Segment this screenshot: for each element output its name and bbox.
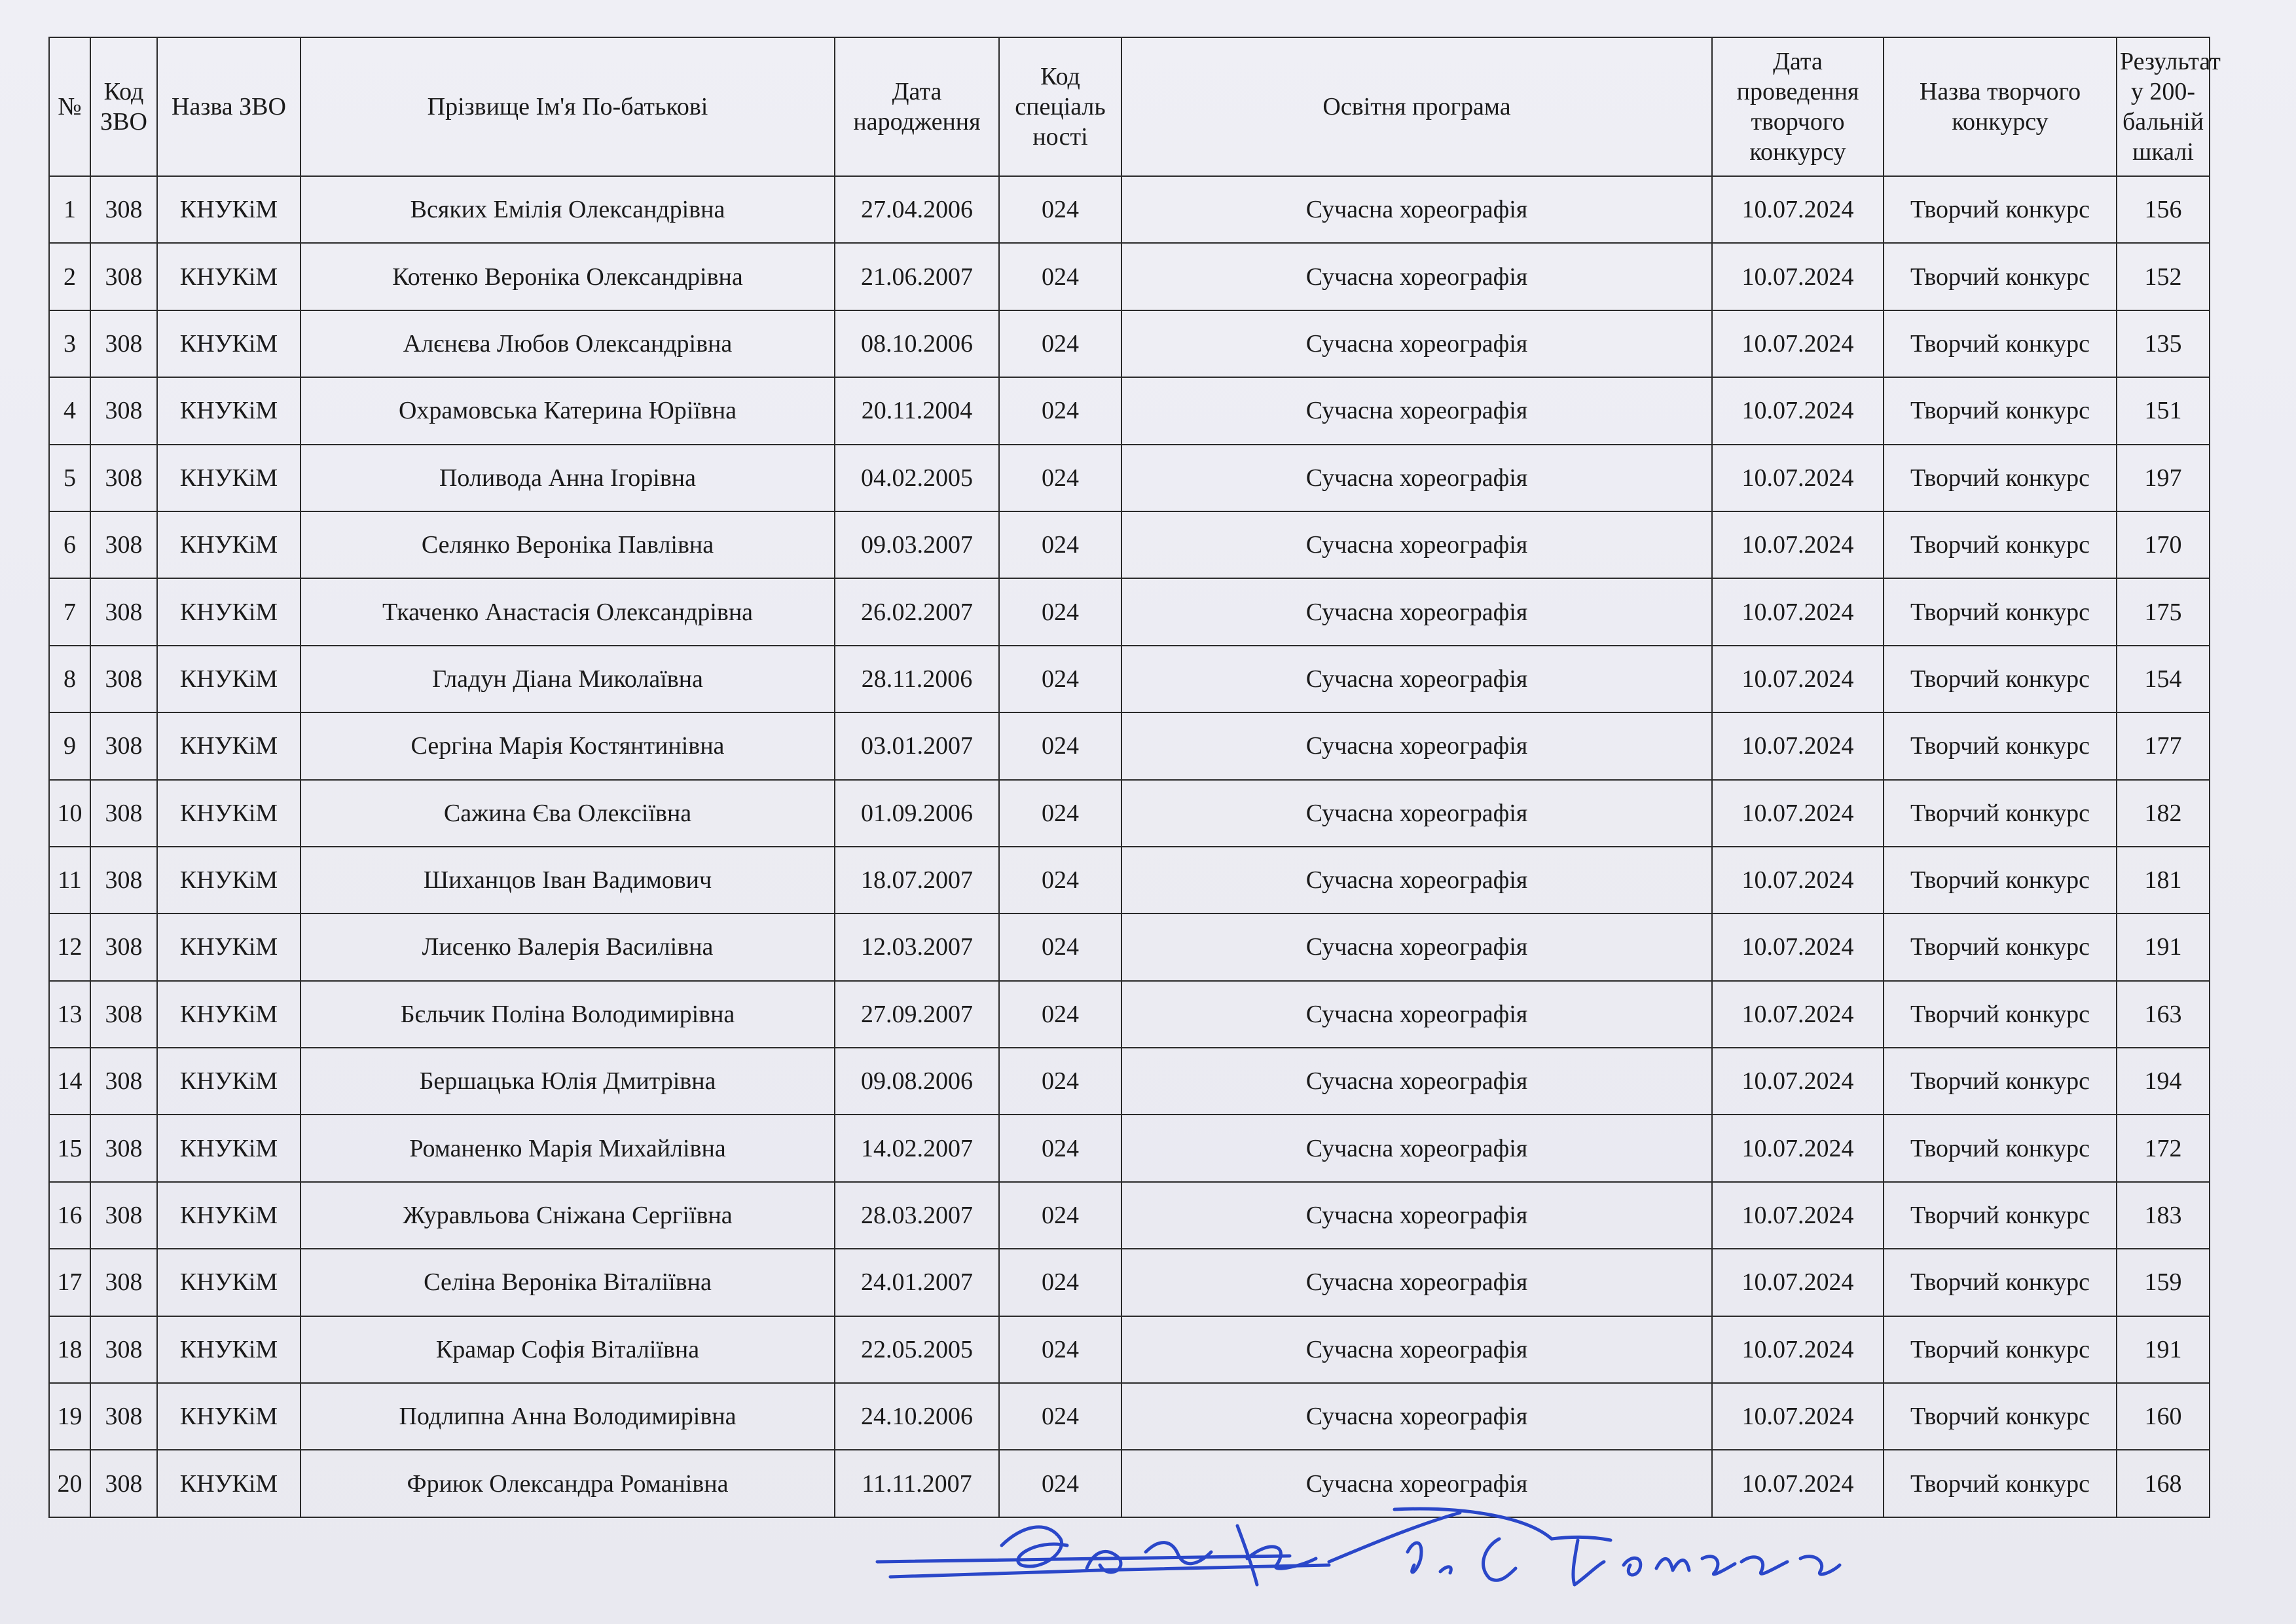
row-number-cell: 4 [49, 377, 90, 444]
contest-date-cell: 10.07.2024 [1712, 310, 1884, 377]
specialty-code-cell: 024 [999, 310, 1121, 377]
education-program-cell: Сучасна хореографія [1121, 511, 1712, 578]
institution-code-cell: 308 [90, 981, 157, 1048]
score-cell: 182 [2117, 780, 2210, 847]
specialty-code-cell: 024 [999, 913, 1121, 980]
header-cell: Прізвище Ім'я По-батькові [301, 37, 835, 176]
header-row [49, 37, 2210, 176]
contest-date-cell: 10.07.2024 [1712, 646, 1884, 712]
institution-name-cell: КНУКіМ [157, 1182, 301, 1249]
contest-name-cell: Творчий конкурс [1884, 780, 2117, 847]
institution-name-cell: КНУКіМ [157, 1316, 301, 1383]
institution-code-cell: 308 [90, 712, 157, 779]
education-program-cell: Сучасна хореографія [1121, 981, 1712, 1048]
institution-name-cell: КНУКіМ [157, 1383, 301, 1450]
birth-date-cell: 28.11.2006 [835, 646, 999, 712]
table-row [49, 981, 2210, 1048]
specialty-code-cell: 024 [999, 847, 1121, 913]
contest-name-cell: Творчий конкурс [1884, 847, 2117, 913]
institution-code-cell: 308 [90, 1383, 157, 1450]
education-program-cell: Сучасна хореографія [1121, 913, 1712, 980]
education-program-cell: Сучасна хореографія [1121, 712, 1712, 779]
institution-code-cell: 308 [90, 646, 157, 712]
contest-date-cell: 10.07.2024 [1712, 243, 1884, 310]
birth-date-cell: 14.02.2007 [835, 1115, 999, 1181]
specialty-code-cell: 024 [999, 1182, 1121, 1249]
contest-date-cell: 10.07.2024 [1712, 1182, 1884, 1249]
specialty-code-cell: 024 [999, 578, 1121, 645]
institution-name-cell: КНУКіМ [157, 981, 301, 1048]
contest-date-cell: 10.07.2024 [1712, 511, 1884, 578]
birth-date-cell: 09.08.2006 [835, 1048, 999, 1115]
row-number-cell: 9 [49, 712, 90, 779]
row-number-cell: 16 [49, 1182, 90, 1249]
specialty-code-cell: 024 [999, 1249, 1121, 1316]
birth-date-cell: 22.05.2005 [835, 1316, 999, 1383]
institution-code-cell: 308 [90, 847, 157, 913]
specialty-code-cell: 024 [999, 1048, 1121, 1115]
contest-name-cell: Творчий конкурс [1884, 913, 2117, 980]
full-name-cell: Селянко Вероніка Павлівна [301, 511, 835, 578]
institution-code-cell: 308 [90, 1182, 157, 1249]
score-cell: 197 [2117, 445, 2210, 511]
score-cell: 160 [2117, 1383, 2210, 1450]
full-name-cell: Крамар Софія Віталіївна [301, 1316, 835, 1383]
header-cell: Назва творчого конкурсу [1884, 37, 2117, 176]
contest-date-cell: 10.07.2024 [1712, 1450, 1884, 1517]
birth-date-cell: 08.10.2006 [835, 310, 999, 377]
header-cell: Дата народження [835, 37, 999, 176]
specialty-code-cell: 024 [999, 780, 1121, 847]
full-name-cell: Сажина Єва Олексіївна [301, 780, 835, 847]
institution-name-cell: КНУКіМ [157, 176, 301, 243]
education-program-cell: Сучасна хореографія [1121, 176, 1712, 243]
row-number-cell: 12 [49, 913, 90, 980]
birth-date-cell: 11.11.2007 [835, 1450, 999, 1517]
contest-name-cell: Творчий конкурс [1884, 310, 2117, 377]
table-row [49, 646, 2210, 712]
birth-date-cell: 03.01.2007 [835, 712, 999, 779]
specialty-code-cell: 024 [999, 646, 1121, 712]
specialty-code-cell: 024 [999, 1316, 1121, 1383]
contest-date-cell: 10.07.2024 [1712, 445, 1884, 511]
full-name-cell: Охрамовська Катерина Юріївна [301, 377, 835, 444]
score-cell: 168 [2117, 1450, 2210, 1517]
table-row [49, 1048, 2210, 1115]
score-cell: 154 [2117, 646, 2210, 712]
birth-date-cell: 04.02.2005 [835, 445, 999, 511]
row-number-cell: 5 [49, 445, 90, 511]
specialty-code-cell: 024 [999, 176, 1121, 243]
institution-code-cell: 308 [90, 1048, 157, 1115]
education-program-cell: Сучасна хореографія [1121, 1450, 1712, 1517]
full-name-cell: Алєнєва Любов Олександрівна [301, 310, 835, 377]
education-program-cell: Сучасна хореографія [1121, 1383, 1712, 1450]
birth-date-cell: 20.11.2004 [835, 377, 999, 444]
specialty-code-cell: 024 [999, 1383, 1121, 1450]
education-program-cell: Сучасна хореографія [1121, 243, 1712, 310]
institution-code-cell: 308 [90, 1450, 157, 1517]
header-cell: Освітня програма [1121, 37, 1712, 176]
table-row [49, 1316, 2210, 1383]
full-name-cell: Лисенко Валерія Василівна [301, 913, 835, 980]
contest-date-cell: 10.07.2024 [1712, 578, 1884, 645]
table-row [49, 578, 2210, 645]
institution-code-cell: 308 [90, 243, 157, 310]
institution-name-cell: КНУКіМ [157, 578, 301, 645]
education-program-cell: Сучасна хореографія [1121, 310, 1712, 377]
full-name-cell: Романенко Марія Михайлівна [301, 1115, 835, 1181]
table-row [49, 511, 2210, 578]
education-program-cell: Сучасна хореографія [1121, 847, 1712, 913]
contest-name-cell: Творчий конкурс [1884, 1048, 2117, 1115]
row-number-cell: 20 [49, 1450, 90, 1517]
institution-code-cell: 308 [90, 578, 157, 645]
row-number-cell: 13 [49, 981, 90, 1048]
row-number-cell: 6 [49, 511, 90, 578]
institution-name-cell: КНУКіМ [157, 243, 301, 310]
birth-date-cell: 24.01.2007 [835, 1249, 999, 1316]
institution-name-cell: КНУКіМ [157, 1249, 301, 1316]
table-row [49, 1249, 2210, 1316]
birth-date-cell: 21.06.2007 [835, 243, 999, 310]
contest-name-cell: Творчий конкурс [1884, 1316, 2117, 1383]
specialty-code-cell: 024 [999, 1115, 1121, 1181]
table-row [49, 847, 2210, 913]
contest-date-cell: 10.07.2024 [1712, 981, 1884, 1048]
row-number-cell: 15 [49, 1115, 90, 1181]
table-row [49, 1182, 2210, 1249]
education-program-cell: Сучасна хореографія [1121, 1115, 1712, 1181]
row-number-cell: 18 [49, 1316, 90, 1383]
institution-name-cell: КНУКіМ [157, 780, 301, 847]
institution-name-cell: КНУКіМ [157, 1450, 301, 1517]
full-name-cell: Ткаченко Анастасія Олександрівна [301, 578, 835, 645]
education-program-cell: Сучасна хореографія [1121, 445, 1712, 511]
institution-name-cell: КНУКіМ [157, 511, 301, 578]
full-name-cell: Подлипна Анна Володимирівна [301, 1383, 835, 1450]
table-row [49, 243, 2210, 310]
contest-name-cell: Творчий конкурс [1884, 1115, 2117, 1181]
full-name-cell: Журавльова Сніжана Сергіївна [301, 1182, 835, 1249]
birth-date-cell: 18.07.2007 [835, 847, 999, 913]
score-cell: 135 [2117, 310, 2210, 377]
birth-date-cell: 12.03.2007 [835, 913, 999, 980]
score-cell: 181 [2117, 847, 2210, 913]
contest-date-cell: 10.07.2024 [1712, 913, 1884, 980]
full-name-cell: Бєльчик Поліна Володимирівна [301, 981, 835, 1048]
row-number-cell: 17 [49, 1249, 90, 1316]
education-program-cell: Сучасна хореографія [1121, 780, 1712, 847]
contest-name-cell: Творчий конкурс [1884, 578, 2117, 645]
header-cell: № [49, 37, 90, 176]
contest-date-cell: 10.07.2024 [1712, 1115, 1884, 1181]
score-cell: 152 [2117, 243, 2210, 310]
score-cell: 194 [2117, 1048, 2210, 1115]
education-program-cell: Сучасна хореографія [1121, 1048, 1712, 1115]
table-row [49, 310, 2210, 377]
contest-date-cell: 10.07.2024 [1712, 1383, 1884, 1450]
contest-name-cell: Творчий конкурс [1884, 1249, 2117, 1316]
table-row [49, 377, 2210, 444]
contest-date-cell: 10.07.2024 [1712, 1249, 1884, 1316]
row-number-cell: 2 [49, 243, 90, 310]
score-cell: 177 [2117, 712, 2210, 779]
full-name-cell: Котенко Вероніка Олександрівна [301, 243, 835, 310]
education-program-cell: Сучасна хореографія [1121, 578, 1712, 645]
contest-name-cell: Творчий конкурс [1884, 981, 2117, 1048]
contest-name-cell: Творчий конкурс [1884, 377, 2117, 444]
contest-name-cell: Творчий конкурс [1884, 646, 2117, 712]
contest-name-cell: Творчий конкурс [1884, 712, 2117, 779]
full-name-cell: Фриюк Олександра Романівна [301, 1450, 835, 1517]
row-number-cell: 10 [49, 780, 90, 847]
score-cell: 191 [2117, 1316, 2210, 1383]
specialty-code-cell: 024 [999, 445, 1121, 511]
specialty-code-cell: 024 [999, 981, 1121, 1048]
full-name-cell: Гладун Діана Миколаївна [301, 646, 835, 712]
institution-code-cell: 308 [90, 176, 157, 243]
institution-code-cell: 308 [90, 511, 157, 578]
specialty-code-cell: 024 [999, 1450, 1121, 1517]
contest-name-cell: Творчий конкурс [1884, 176, 2117, 243]
education-program-cell: Сучасна хореографія [1121, 1182, 1712, 1249]
score-cell: 163 [2117, 981, 2210, 1048]
birth-date-cell: 27.09.2007 [835, 981, 999, 1048]
signature [871, 1500, 1918, 1614]
row-number-cell: 11 [49, 847, 90, 913]
score-cell: 151 [2117, 377, 2210, 444]
full-name-cell: Поливода Анна Ігорівна [301, 445, 835, 511]
table-row [49, 780, 2210, 847]
header-cell: Назва ЗВО [157, 37, 301, 176]
score-cell: 170 [2117, 511, 2210, 578]
institution-code-cell: 308 [90, 1316, 157, 1383]
institution-code-cell: 308 [90, 913, 157, 980]
institution-name-cell: КНУКіМ [157, 1115, 301, 1181]
table-row [49, 712, 2210, 779]
institution-code-cell: 308 [90, 377, 157, 444]
table-row [49, 176, 2210, 243]
header-cell: Код спеціаль ності [999, 37, 1121, 176]
birth-date-cell: 09.03.2007 [835, 511, 999, 578]
institution-name-cell: КНУКіМ [157, 445, 301, 511]
contest-name-cell: Творчий конкурс [1884, 1450, 2117, 1517]
birth-date-cell: 26.02.2007 [835, 578, 999, 645]
birth-date-cell: 24.10.2006 [835, 1383, 999, 1450]
institution-name-cell: КНУКіМ [157, 646, 301, 712]
institution-name-cell: КНУКіМ [157, 712, 301, 779]
contest-name-cell: Творчий конкурс [1884, 1383, 2117, 1450]
contest-name-cell: Творчий конкурс [1884, 511, 2117, 578]
full-name-cell: Селіна Вероніка Віталіївна [301, 1249, 835, 1316]
birth-date-cell: 01.09.2006 [835, 780, 999, 847]
row-number-cell: 7 [49, 578, 90, 645]
contest-date-cell: 10.07.2024 [1712, 712, 1884, 779]
contest-name-cell: Творчий конкурс [1884, 1182, 2117, 1249]
institution-name-cell: КНУКіМ [157, 847, 301, 913]
institution-code-cell: 308 [90, 445, 157, 511]
header-cell: Код ЗВО [90, 37, 157, 176]
institution-name-cell: КНУКіМ [157, 1048, 301, 1115]
full-name-cell: Бершацька Юлія Дмитрівна [301, 1048, 835, 1115]
score-cell: 172 [2117, 1115, 2210, 1181]
institution-code-cell: 308 [90, 1249, 157, 1316]
full-name-cell: Всяких Емілія Олександрівна [301, 176, 835, 243]
score-cell: 191 [2117, 913, 2210, 980]
contest-date-cell: 10.07.2024 [1712, 1316, 1884, 1383]
row-number-cell: 14 [49, 1048, 90, 1115]
education-program-cell: Сучасна хореографія [1121, 1316, 1712, 1383]
specialty-code-cell: 024 [999, 377, 1121, 444]
birth-date-cell: 27.04.2006 [835, 176, 999, 243]
score-cell: 175 [2117, 578, 2210, 645]
contest-date-cell: 10.07.2024 [1712, 377, 1884, 444]
table-row [49, 913, 2210, 980]
score-cell: 159 [2117, 1249, 2210, 1316]
row-number-cell: 3 [49, 310, 90, 377]
table-row [49, 445, 2210, 511]
contest-date-cell: 10.07.2024 [1712, 847, 1884, 913]
institution-name-cell: КНУКіМ [157, 310, 301, 377]
score-cell: 183 [2117, 1182, 2210, 1249]
education-program-cell: Сучасна хореографія [1121, 646, 1712, 712]
institution-code-cell: 308 [90, 310, 157, 377]
contest-name-cell: Творчий конкурс [1884, 445, 2117, 511]
institution-code-cell: 308 [90, 1115, 157, 1181]
full-name-cell: Сергіна Марія Костянтинівна [301, 712, 835, 779]
results-table [48, 37, 2221, 1518]
contest-date-cell: 10.07.2024 [1712, 780, 1884, 847]
table-row [49, 1383, 2210, 1450]
birth-date-cell: 28.03.2007 [835, 1182, 999, 1249]
institution-name-cell: КНУКіМ [157, 377, 301, 444]
institution-code-cell: 308 [90, 780, 157, 847]
specialty-code-cell: 024 [999, 243, 1121, 310]
specialty-code-cell: 024 [999, 712, 1121, 779]
education-program-cell: Сучасна хореографія [1121, 377, 1712, 444]
table-row [49, 1115, 2210, 1181]
score-cell: 156 [2117, 176, 2210, 243]
header-cell: Результат у 200-бальній шкалі [2117, 37, 2210, 176]
row-number-cell: 1 [49, 176, 90, 243]
row-number-cell: 19 [49, 1383, 90, 1450]
contest-date-cell: 10.07.2024 [1712, 1048, 1884, 1115]
specialty-code-cell: 024 [999, 511, 1121, 578]
row-number-cell: 8 [49, 646, 90, 712]
contest-name-cell: Творчий конкурс [1884, 243, 2117, 310]
header-cell: Дата проведення творчого конкурсу [1712, 37, 1884, 176]
institution-name-cell: КНУКіМ [157, 913, 301, 980]
education-program-cell: Сучасна хореографія [1121, 1249, 1712, 1316]
full-name-cell: Шиханцов Іван Вадимович [301, 847, 835, 913]
contest-date-cell: 10.07.2024 [1712, 176, 1884, 243]
